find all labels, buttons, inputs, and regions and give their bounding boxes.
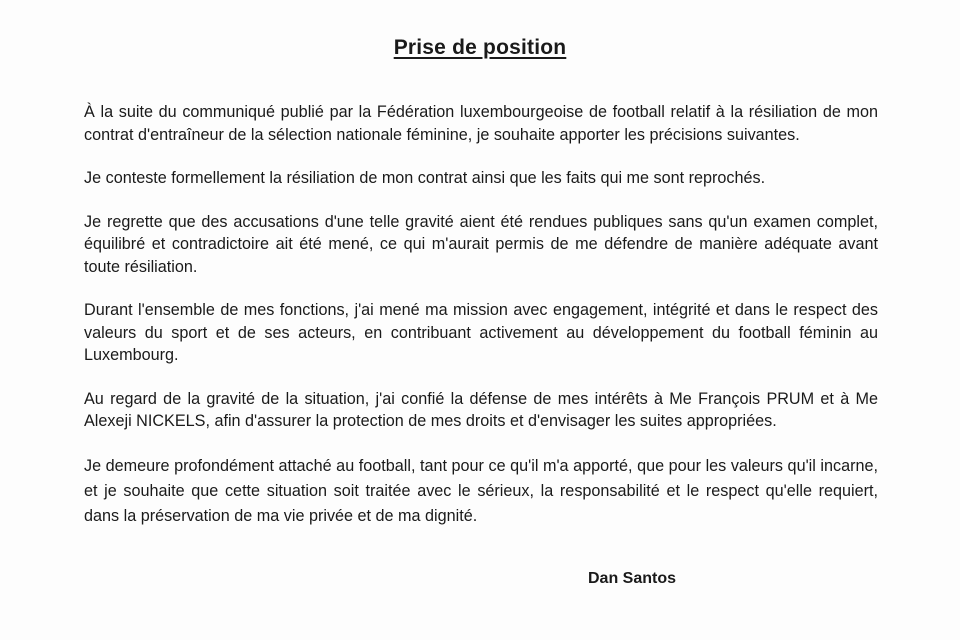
paragraph-regret: Je regrette que des accusations d'une telle gravité aient été rendues publiques sans qu'un examen complet, équilibré et contradictoire ait été mené, ce qui m'aurait permis de me défendre de manière adéquate avant toute résiliation. [84,212,878,276]
signature: Dan Santos [588,570,677,587]
paragraph-contest: Je conteste formellement la résiliation de mon contrat ainsi que les faits qui me sont reprochés. [84,169,766,187]
document-title: Prise de position [393,36,567,59]
paragraph-intro: À la suite du communiqué publié par la Fédération luxembourgeoise de football relatif à la résiliation de mon contrat d'entraîneur de la sélection nationale féminine, je souhaite apporter les précisions suivantes. [84,103,878,144]
paragraph-closing: Je demeure profondément attaché au football, tant pour ce qu'il m'a apporté, que pour les valeurs qu'il incarne, et je souhaite que cette situation soit traitée avec le sérieux, la responsabilité et le respect qu'elle requiert, dans la préservation de ma vie privée et de ma dignité. [84,456,878,525]
paragraph-mission: Durant l'ensemble de mes fonctions, j'ai mené ma mission avec engagement, intégrité et dans le respect des valeurs du sport et de ses acteurs, en contribuant activement au développement du football féminin au Luxembourg. [84,301,878,364]
document-body [84,101,878,550]
paragraph-defense: Au regard de la gravité de la situation, j'ai confié la défense de mes intérêts à Me François PRUM et à Me Alexeji NICKELS, afin d'assurer la protection de mes droits et d'envisager les suites appropriées. [84,389,878,430]
